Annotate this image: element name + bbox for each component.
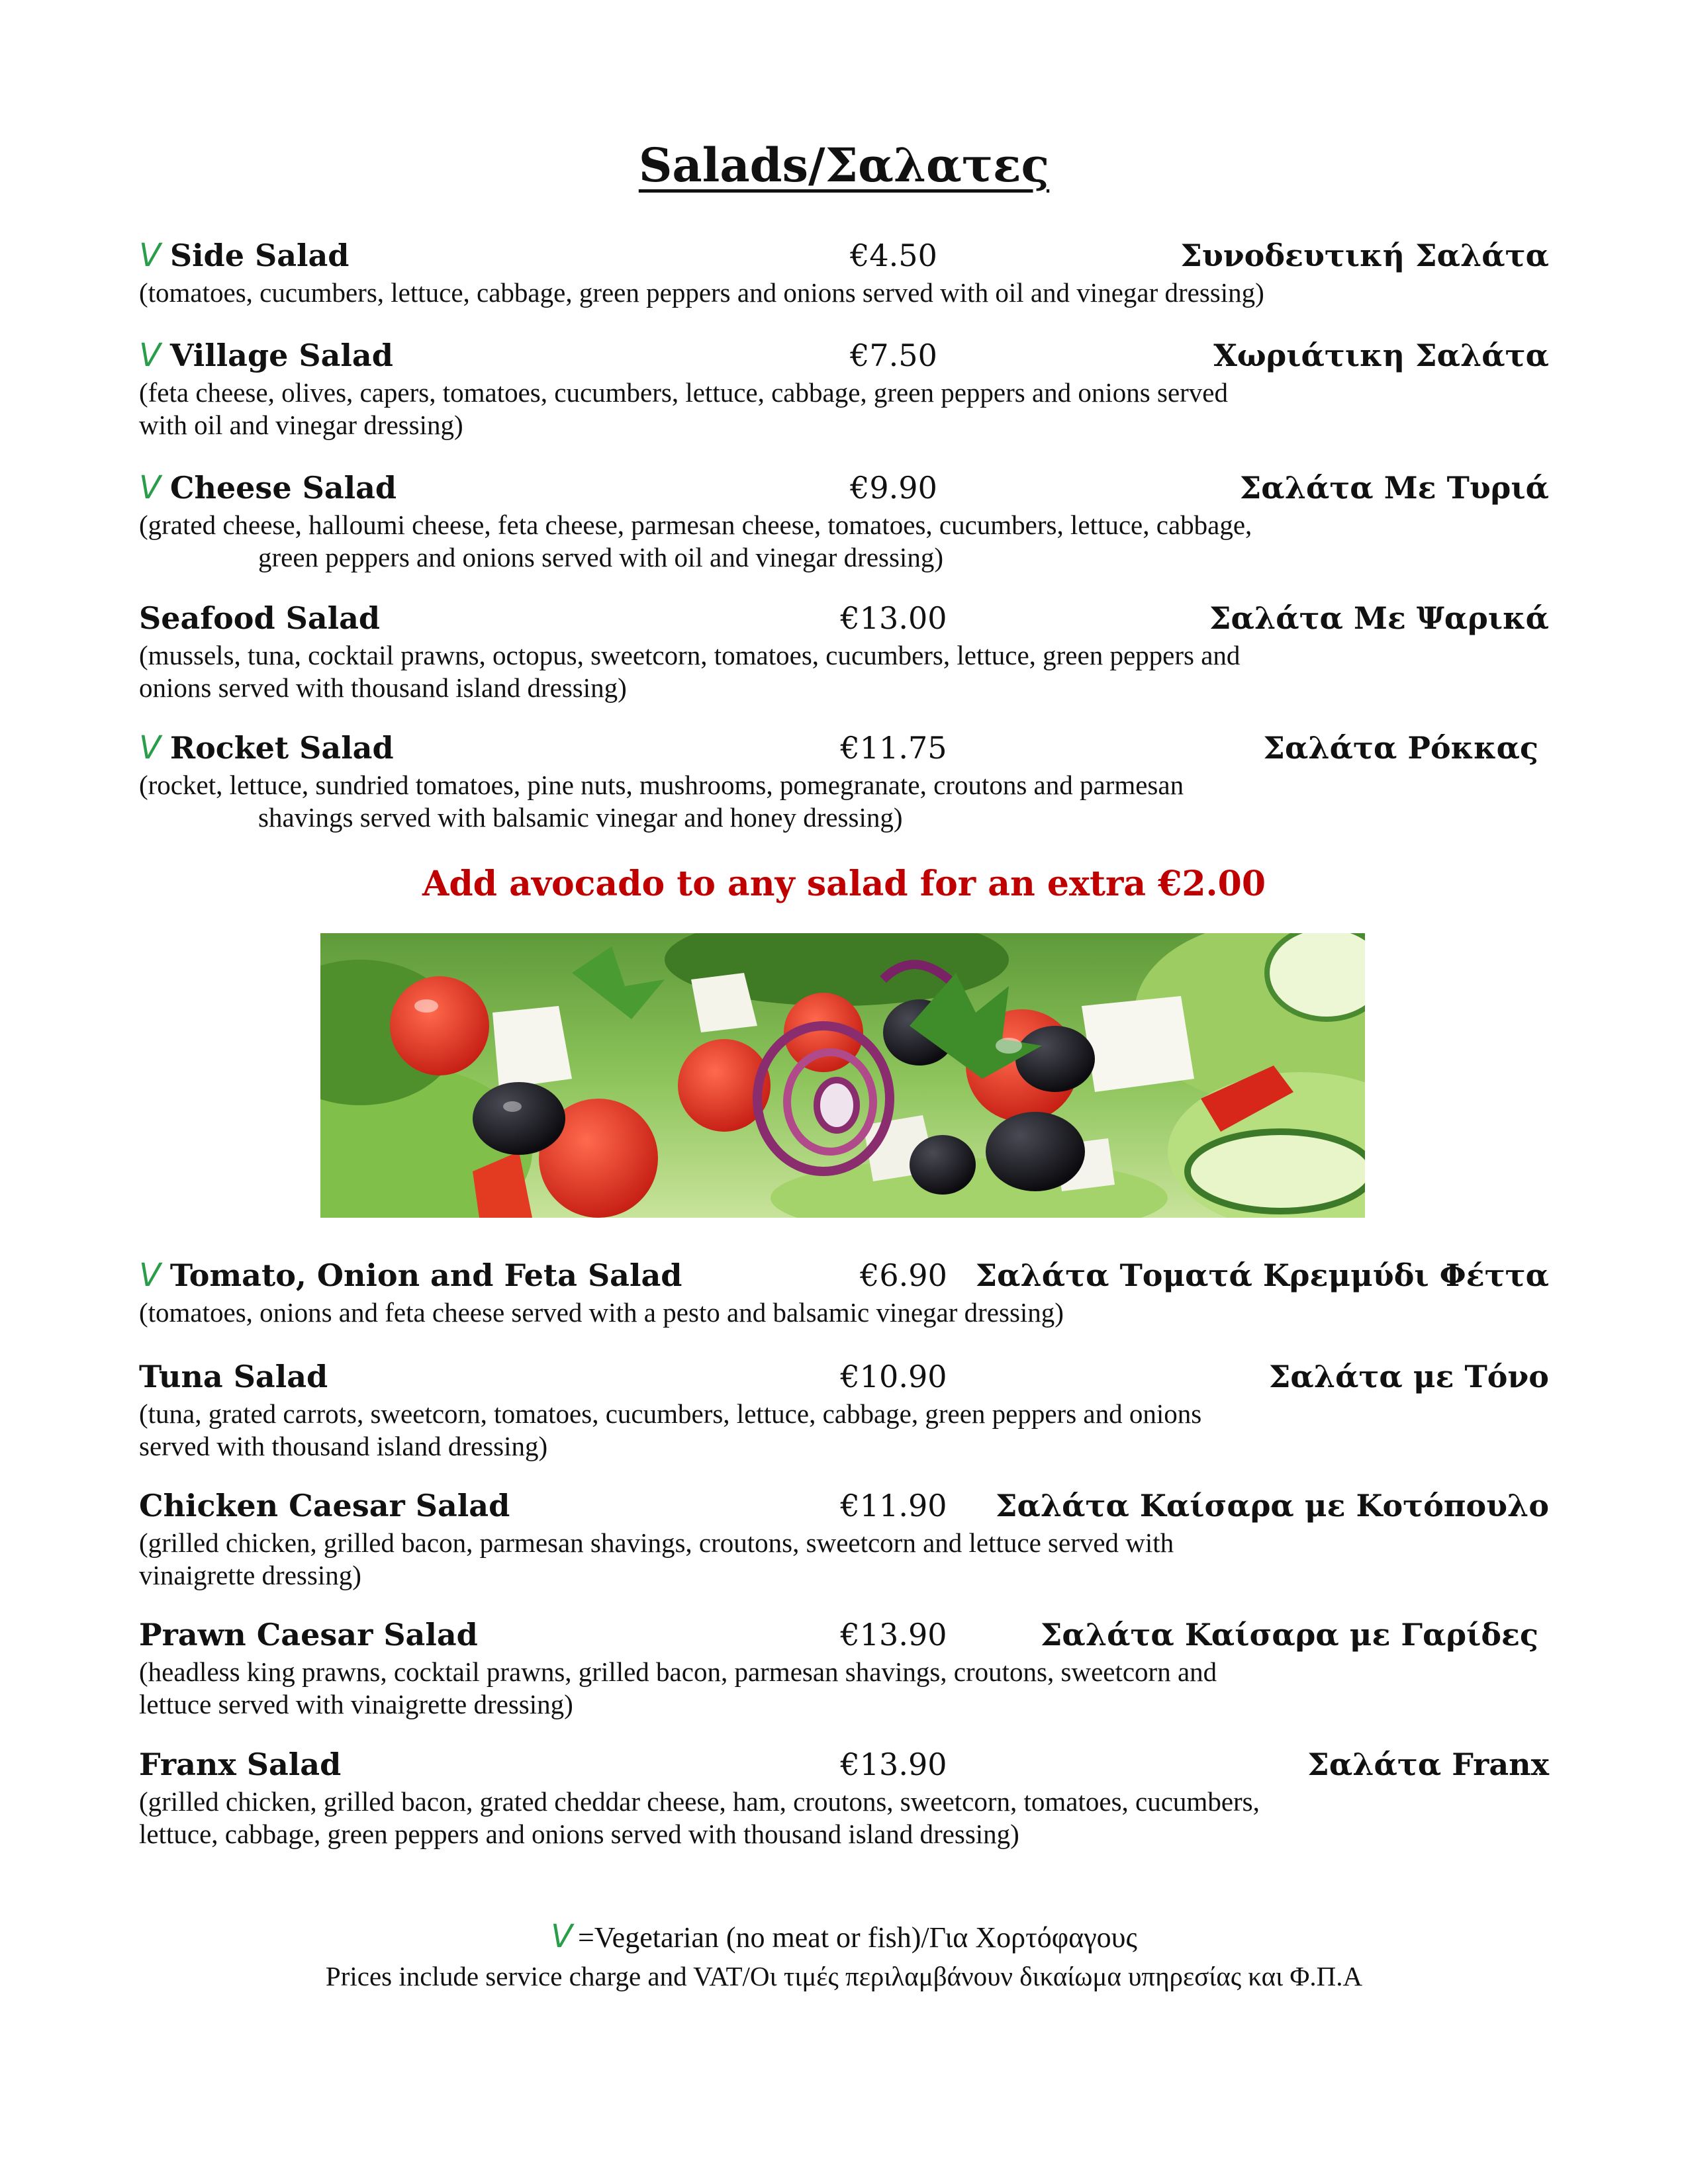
- menu-item-prawn-caesar-salad: [139, 1615, 1549, 1721]
- item-description: (feta cheese, olives, capers, tomatoes, cucumbers, lettuce, cabbage, green peppers and onions served with oil and vinegar dressing): [139, 377, 1229, 440]
- item-name: Seafood Salad: [139, 600, 381, 636]
- item-price: €6.90: [860, 1257, 947, 1293]
- item-name: Chicken Caesar Salad: [139, 1488, 510, 1524]
- item-description: (rocket, lettuce, sundried tomatoes, pine nuts, mushrooms, pomegranate, croutons and parmesan shavings served with balsamic vinegar and honey dressing): [139, 770, 1184, 833]
- item-price: €13.00: [840, 600, 947, 636]
- item-name: Tomato, Onion and Feta Salad: [169, 1257, 682, 1293]
- item-price: €11.75: [840, 730, 947, 766]
- item-description: (grated cheese, halloumi cheese, feta cheese, parmesan cheese, tomatoes, cucumbers, lettuce, cabbage, green peppers and onions served with oil and vinegar dressing): [139, 510, 1252, 572]
- menu-item-village-salad: [139, 336, 1549, 441]
- page-title: Salads/Σαλατες: [638, 138, 1050, 193]
- item-name: Village Salad: [169, 338, 393, 373]
- menu-item-tomato-onion-feta-salad: [139, 1255, 1549, 1329]
- vegetarian-legend: [0, 1918, 1688, 1955]
- item-description: (grilled chicken, grilled bacon, parmesan shavings, croutons, sweetcorn and lettuce served with vinaigrette dressing): [139, 1527, 1174, 1590]
- item-greek-name: Σαλάτα Franx: [1307, 1747, 1549, 1782]
- item-greek-name: Σαλάτα με Τόνο: [1268, 1359, 1549, 1394]
- item-price: €13.90: [840, 1747, 947, 1782]
- item-price: €4.50: [850, 238, 937, 273]
- item-price: €10.90: [840, 1359, 947, 1394]
- item-description: (grilled chicken, grilled bacon, grated cheddar cheese, ham, croutons, sweetcorn, tomatoes, cucumbers, lettuce, cabbage, green peppers and onions served with thousand island dressing): [139, 1786, 1260, 1849]
- menu-item-rocket-salad: [139, 728, 1549, 834]
- vegetarian-icon: V: [139, 237, 161, 274]
- item-greek-name: Χωριάτικη Σαλάτα: [1213, 338, 1549, 373]
- item-name: Tuna Salad: [139, 1359, 328, 1394]
- item-price: €13.90: [840, 1617, 947, 1653]
- item-greek-name: Σαλάτα Τοματά Κρεμμύδι Φέττα: [975, 1257, 1549, 1293]
- item-name: Side Salad: [169, 238, 350, 273]
- item-greek-name: Σαλάτα Με Τυριά: [1239, 470, 1549, 506]
- item-price: €7.50: [850, 338, 937, 373]
- menu-item-franx-salad: [139, 1745, 1549, 1850]
- item-greek-name: Συνοδευτική Σαλάτα: [1180, 238, 1549, 273]
- item-price: €11.90: [840, 1488, 947, 1524]
- menu-item-seafood-salad: [139, 598, 1549, 704]
- price-note: Prices include service charge and VAT/Οι τιμές περιλαμβάνουν δικαίωμα υπηρεσίας και Φ.Π.Α: [325, 1961, 1363, 1991]
- item-description: (tomatoes, cucumbers, lettuce, cabbage, green peppers and onions served with oil and vinegar dressing): [139, 277, 1264, 308]
- menu-item-side-salad: [139, 236, 1549, 309]
- item-greek-name: Σαλάτα Με Ψαρικά: [1209, 600, 1549, 636]
- vegetarian-icon: V: [139, 1257, 161, 1294]
- item-greek-name: Σαλάτα Ρόκκας: [1263, 730, 1538, 766]
- item-description: (headless king prawns, cocktail prawns, grilled bacon, parmesan shavings, croutons, sweetcorn and lettuce served with vinaigrette dressing): [139, 1657, 1217, 1719]
- item-price: €9.90: [850, 470, 937, 506]
- vegetarian-icon: V: [139, 729, 161, 766]
- menu-item-chicken-caesar-salad: [139, 1486, 1549, 1592]
- vegetarian-icon: V: [139, 469, 161, 506]
- item-name: Rocket Salad: [169, 730, 394, 766]
- item-description: (mussels, tuna, cocktail prawns, octopus, sweetcorn, tomatoes, cucumbers, lettuce, green peppers and onions served with thousand island dressing): [139, 640, 1241, 703]
- item-greek-name: Σαλάτα Καίσαρα με Κοτόπουλο: [995, 1488, 1549, 1524]
- avocado-promo: Add avocado to any salad for an extra €2.00: [422, 864, 1266, 904]
- item-name: Prawn Caesar Salad: [139, 1617, 478, 1653]
- vegetarian-icon: V: [139, 337, 161, 374]
- legend-text: =Vegetarian (no meat or fish)/Για Χορτόφαγους: [577, 1921, 1137, 1954]
- item-description: (tomatoes, onions and feta cheese served with a pesto and balsamic vinegar dressing): [139, 1297, 1064, 1328]
- salad-photo: [320, 933, 1365, 1218]
- item-name: Franx Salad: [139, 1747, 342, 1782]
- menu-item-tuna-salad: [139, 1357, 1549, 1463]
- item-greek-name: Σαλάτα Καίσαρα με Γαρίδες: [1040, 1617, 1538, 1653]
- menu-item-cheese-salad: [139, 468, 1549, 574]
- item-name: Cheese Salad: [169, 470, 397, 506]
- vegetarian-icon: V: [551, 1918, 573, 1955]
- item-description: (tuna, grated carrots, sweetcorn, tomatoes, cucumbers, lettuce, cabbage, green peppers and onions served with thousand island dressing): [139, 1398, 1202, 1461]
